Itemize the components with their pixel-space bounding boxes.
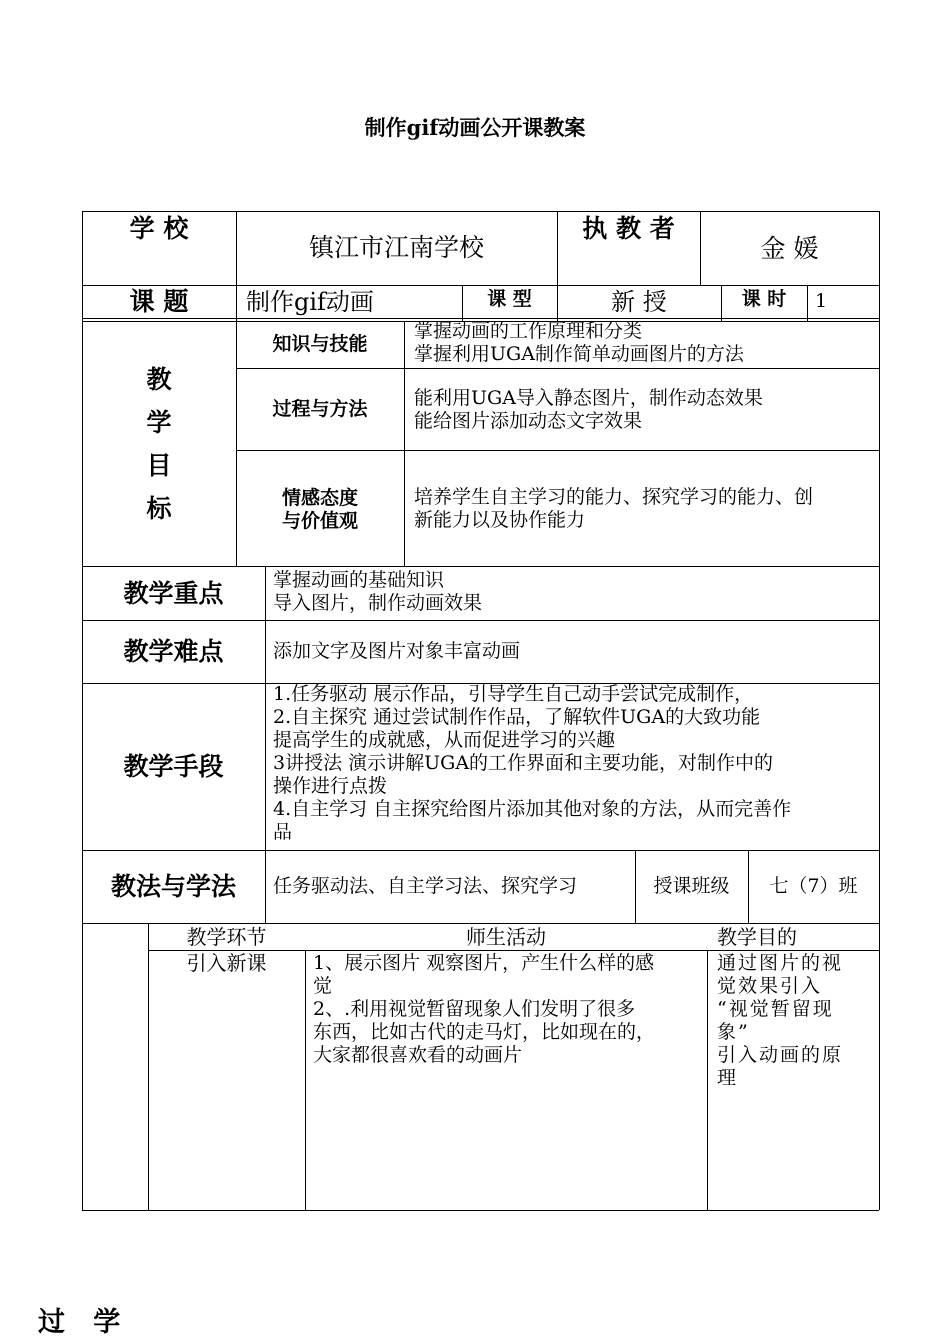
text-line: 1、展示图片 观察图片，产生什么样的感 [313,952,655,974]
teacher-value: 金 媛 [760,234,819,263]
text-line: 掌握动画的工作原理和分类 [414,320,643,342]
text-line: 与价值观 [281,510,358,532]
purpose-intro [717,952,873,1090]
text-line: 4.自主学习 自主探究给图片添加其他对象的方法，从而完善作 [273,798,792,820]
text-line: 掌握动画的基础知识 [273,569,445,591]
text-line: 引入动画的原 [717,1044,844,1066]
goal-knowledge-label: 知识与技能 [272,333,368,355]
text-line: 操作进行点拨 [273,775,388,797]
text-line: 2、.利用视觉暂留现象人们发明了很多 [313,998,636,1020]
class-value: 七（7）班 [769,875,858,897]
text-line: 大家都很喜欢看的动画片 [313,1044,523,1066]
goal-process-label: 过程与方法 [272,398,368,420]
stage-intro: 引入新课 [186,951,267,975]
stage-header: 教学环节 [186,925,267,949]
activity-header: 师生活动 [466,925,546,949]
goal-emotion-text [414,486,874,532]
goal-emotion-label [236,487,404,533]
topic-value: 制作gif动画 [246,288,374,316]
class-label: 授课班级 [653,875,730,897]
purpose-header: 教学目的 [717,925,797,949]
text-line: “视觉暂留现 [717,998,834,1020]
type-value: 新 授 [611,288,667,316]
document-title: 制作gif动画公开课教案 [364,115,586,140]
methods-text [273,683,875,844]
goal-process-text [414,387,874,433]
school-value: 镇江市江南学校 [308,233,484,262]
text-line: 觉 [313,975,333,997]
text-line: 理 [717,1067,739,1089]
text-line: 能利用UGA导入静态图片，制作动态效果 [414,387,763,409]
text-line: 提高学生的成就感，从而促进学习的兴趣 [273,729,616,751]
goals-label-char: 标 [146,494,172,523]
goals-label-char: 教 [146,365,172,394]
text-line: 品 [273,821,293,843]
text-line: 2.自主探究 通过尝试制作作品，了解软件UGA的大致功能 [273,706,761,728]
difficulties-label: 教学难点 [123,637,224,666]
hours-value: 1 [815,290,828,312]
difficulties-text: 添加文字及图片对象丰富动画 [273,640,521,662]
footer-partial-text: 过 学 [38,1307,121,1338]
text-line: 新能力以及协作能力 [414,509,586,531]
topic-label: 课 题 [129,287,189,316]
key-points-text [273,569,873,615]
hours-label: 课 时 [741,288,787,310]
activity-intro [313,952,705,1067]
text-line: 象” [717,1021,750,1043]
text-line: 东西，比如古代的走马灯，比如现在的， [313,1021,656,1043]
type-label: 课 型 [487,288,532,310]
text-line: 通过图片的视 [717,952,844,974]
text-line: 情感态度 [281,487,358,509]
text-line: 1.任务驱动 展示作品，引导学生自己动手尝试完成制作， [273,683,754,705]
goal-knowledge-text [414,320,874,366]
text-line: 导入图片，制作动画效果 [273,592,483,614]
text-line: 能给图片添加动态文字效果 [414,410,643,432]
methods-label: 教学手段 [123,752,224,781]
approach-label: 教法与学法 [110,872,236,901]
goals-label-char: 学 [146,408,172,437]
text-line: 3讲授法 演示讲解UGA的工作界面和主要功能，对制作中的 [273,752,774,774]
goals-label [82,358,236,530]
teacher-label: 执 教 者 [582,214,675,243]
approach-text: 任务驱动法、自主学习法、探究学习 [273,875,578,897]
key-points-label: 教学重点 [123,579,224,608]
text-line: 觉效果引入 [717,975,823,997]
text-line: 掌握利用UGA制作简单动画图片的方法 [414,343,744,365]
text-line: 培养学生自主学习的能力、探究学习的能力、创 [414,486,814,508]
goals-label-char: 目 [146,451,172,480]
school-label: 学 校 [129,214,189,243]
